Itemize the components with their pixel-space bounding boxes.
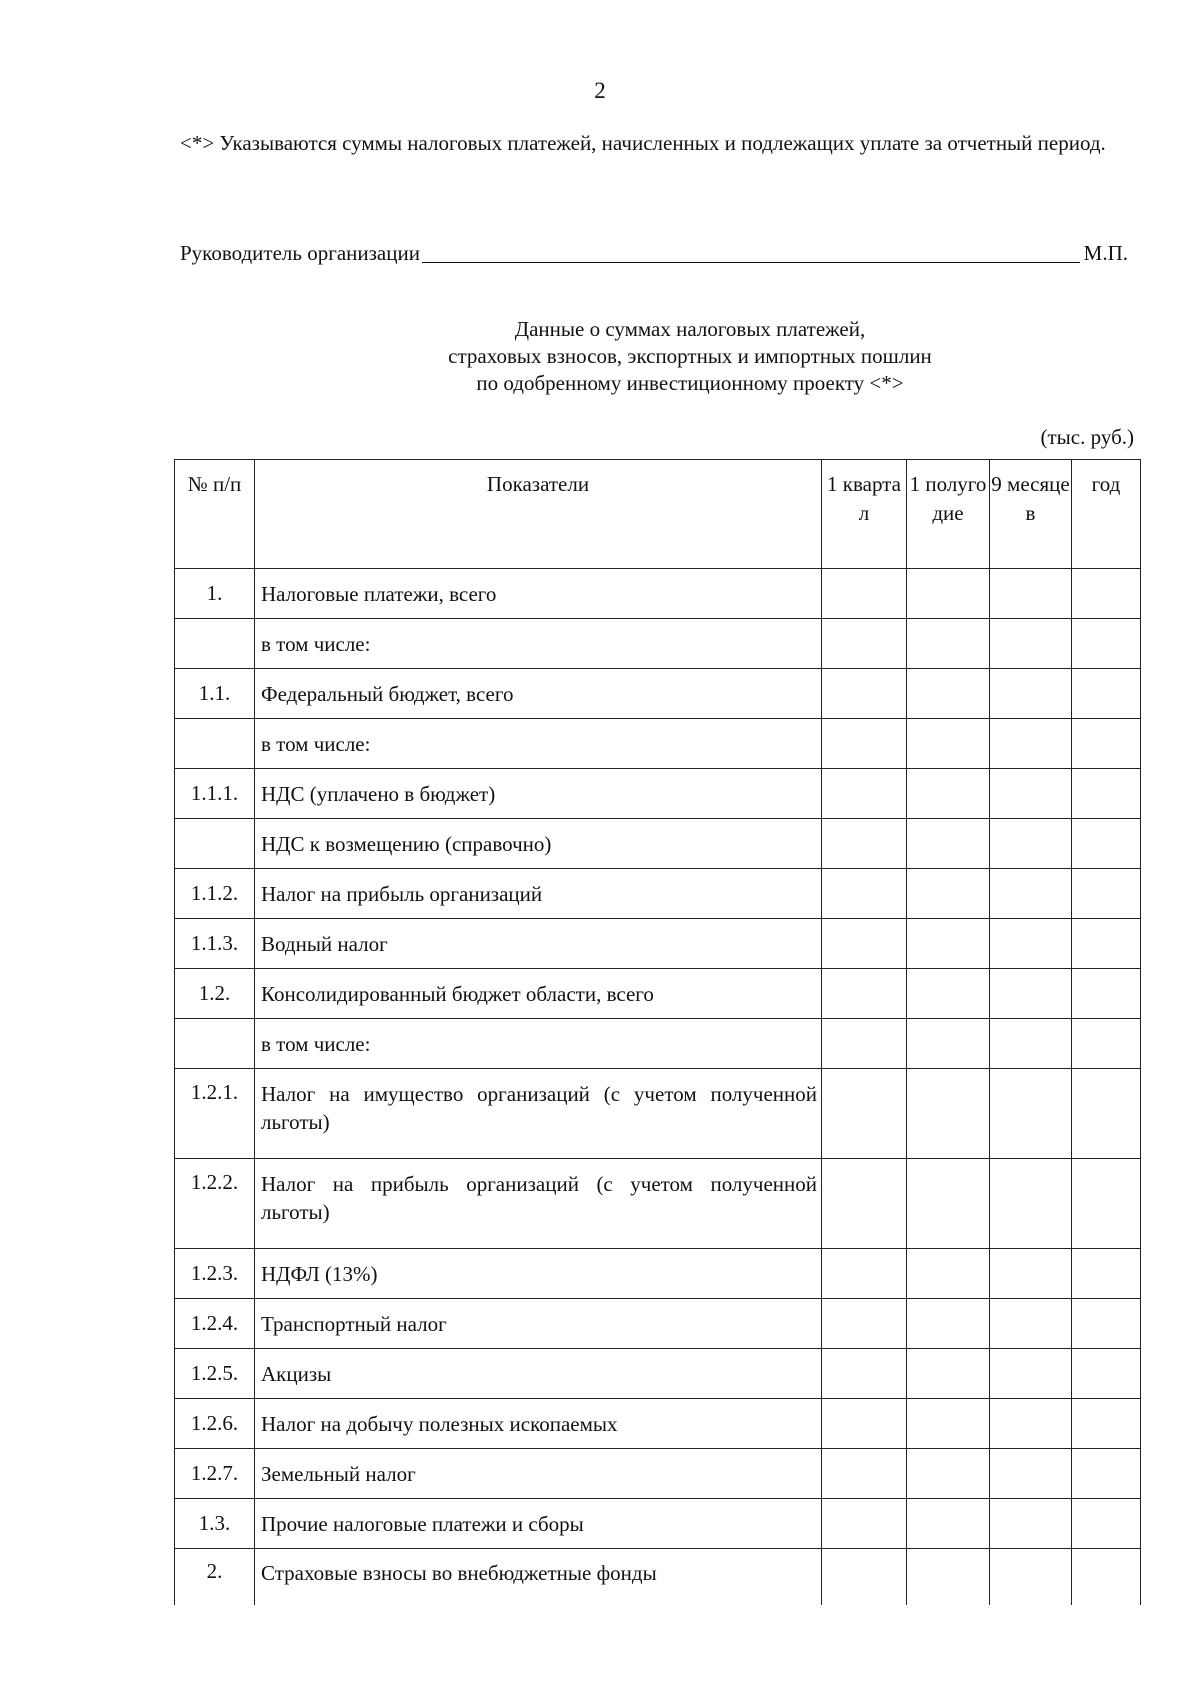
value-cell-nine-months[interactable] — [990, 669, 1072, 719]
value-cell-quarter[interactable] — [822, 969, 907, 1019]
row-number: 1.2.6. — [175, 1399, 255, 1449]
value-cell-half-year[interactable] — [907, 919, 990, 969]
value-cell-quarter[interactable] — [822, 1249, 907, 1299]
value-cell-nine-months[interactable] — [990, 719, 1072, 769]
title-line-2: страховых взносов, экспортных и импортных пошлин — [448, 344, 932, 368]
value-cell-half-year[interactable] — [907, 1249, 990, 1299]
header-nine-months: 9 месяце в — [990, 460, 1072, 569]
row-number: 1.2. — [175, 969, 255, 1019]
page-number: 2 — [594, 78, 606, 103]
row-number: 1.3. — [175, 1499, 255, 1549]
row-number: 1.2.1. — [175, 1069, 255, 1159]
row-indicator: Консолидированный бюджет области, всего — [255, 969, 822, 1019]
value-cell-year[interactable] — [1072, 919, 1141, 969]
value-cell-nine-months[interactable] — [990, 919, 1072, 969]
row-indicator: Земельный налог — [255, 1449, 822, 1499]
table-row — [175, 1069, 1141, 1159]
value-cell-quarter[interactable] — [822, 1069, 907, 1159]
table-row — [175, 669, 1141, 719]
value-cell-quarter[interactable] — [822, 569, 907, 619]
value-cell-nine-months[interactable] — [990, 1159, 1072, 1249]
value-cell-year[interactable] — [1072, 819, 1141, 869]
row-number — [175, 819, 255, 869]
value-cell-quarter[interactable] — [822, 769, 907, 819]
value-cell-quarter[interactable] — [822, 1499, 907, 1549]
value-cell-nine-months[interactable] — [990, 1249, 1072, 1299]
value-cell-half-year[interactable] — [907, 1019, 990, 1069]
table-row — [175, 1449, 1141, 1499]
value-cell-nine-months[interactable] — [990, 969, 1072, 1019]
title-line-3: по одобренному инвестиционному проекту <*> — [476, 371, 904, 395]
value-cell-half-year[interactable] — [907, 1159, 990, 1249]
table-row — [175, 569, 1141, 619]
value-cell-half-year[interactable] — [907, 1299, 990, 1349]
header-quarter: 1 кварта л — [822, 460, 907, 569]
signature-label: Руководитель организации — [180, 241, 420, 265]
stamp-label: М.П. — [1083, 241, 1128, 265]
row-indicator: Налог на имущество организаций (с учетом полученной льготы) — [255, 1069, 822, 1159]
row-indicator: Налог на прибыль организаций (с учетом полученной льготы) — [255, 1159, 822, 1249]
value-cell-half-year[interactable] — [907, 1399, 990, 1449]
value-cell-year[interactable] — [1072, 969, 1141, 1019]
table-row — [175, 869, 1141, 919]
table-row — [175, 819, 1141, 869]
value-cell-half-year[interactable] — [907, 1349, 990, 1399]
row-indicator: НДС к возмещению (справочно) — [255, 819, 822, 869]
value-cell-quarter[interactable] — [822, 1549, 907, 1606]
row-indicator: Прочие налоговые платежи и сборы — [255, 1499, 822, 1549]
units-label: (тыс. руб.) — [1040, 425, 1134, 449]
row-indicator: Федеральный бюджет, всего — [255, 669, 822, 719]
header-half-year: 1 полуго дие — [907, 460, 990, 569]
value-cell-year[interactable] — [1072, 719, 1141, 769]
value-cell-quarter[interactable] — [822, 869, 907, 919]
value-cell-quarter[interactable] — [822, 1449, 907, 1499]
row-number: 1.2.7. — [175, 1449, 255, 1499]
table-row — [175, 919, 1141, 969]
row-indicator: Страховые взносы во внебюджетные фонды — [255, 1549, 822, 1606]
row-indicator: в том числе: — [255, 619, 822, 669]
value-cell-half-year[interactable] — [907, 619, 990, 669]
signature-line — [180, 236, 1128, 266]
table-row — [175, 1019, 1141, 1069]
value-cell-quarter[interactable] — [822, 1159, 907, 1249]
value-cell-half-year[interactable] — [907, 569, 990, 619]
row-number: 1.2.3. — [175, 1249, 255, 1299]
table-header-row — [175, 460, 1141, 569]
signature-blank[interactable] — [422, 240, 1080, 263]
value-cell-nine-months[interactable] — [990, 819, 1072, 869]
row-number — [175, 619, 255, 669]
document-title — [300, 316, 1080, 397]
value-cell-half-year[interactable] — [907, 669, 990, 719]
row-number: 2. — [175, 1549, 255, 1606]
value-cell-quarter[interactable] — [822, 819, 907, 869]
value-cell-year[interactable] — [1072, 869, 1141, 919]
value-cell-nine-months[interactable] — [990, 1349, 1072, 1399]
row-number: 1.2.4. — [175, 1299, 255, 1349]
value-cell-half-year[interactable] — [907, 769, 990, 819]
table-row — [175, 1249, 1141, 1299]
value-cell-quarter[interactable] — [822, 1019, 907, 1069]
row-indicator: НДС (уплачено в бюджет) — [255, 769, 822, 819]
table-row — [175, 969, 1141, 1019]
tax-payments-table — [174, 459, 1141, 1605]
value-cell-year[interactable] — [1072, 1019, 1141, 1069]
header-year: год — [1072, 460, 1141, 569]
row-number: 1.1. — [175, 669, 255, 719]
row-indicator: НДФЛ (13%) — [255, 1249, 822, 1299]
row-indicator: в том числе: — [255, 1019, 822, 1069]
value-cell-nine-months[interactable] — [990, 1069, 1072, 1159]
value-cell-nine-months[interactable] — [990, 869, 1072, 919]
value-cell-year[interactable] — [1072, 619, 1141, 669]
value-cell-nine-months[interactable] — [990, 1449, 1072, 1499]
value-cell-half-year[interactable] — [907, 819, 990, 869]
value-cell-year[interactable] — [1072, 669, 1141, 719]
value-cell-quarter[interactable] — [822, 919, 907, 969]
table-body — [175, 569, 1141, 1606]
value-cell-year[interactable] — [1072, 1549, 1141, 1606]
value-cell-half-year[interactable] — [907, 869, 990, 919]
value-cell-year[interactable] — [1072, 1399, 1141, 1449]
table-row — [175, 619, 1141, 669]
value-cell-half-year[interactable] — [907, 1449, 990, 1499]
value-cell-nine-months[interactable] — [990, 1299, 1072, 1349]
footnote-text: <*> Указываются суммы налоговых платежей, начисленных и подлежащих уплате за отчетный период. — [180, 131, 1106, 155]
value-cell-nine-months[interactable] — [990, 569, 1072, 619]
row-indicator: Налоговые платежи, всего — [255, 569, 822, 619]
table-row — [175, 1499, 1141, 1549]
value-cell-nine-months[interactable] — [990, 769, 1072, 819]
table-row — [175, 1549, 1141, 1606]
row-number: 1.1.2. — [175, 869, 255, 919]
row-number: 1. — [175, 569, 255, 619]
row-number — [175, 1019, 255, 1069]
value-cell-year[interactable] — [1072, 1349, 1141, 1399]
value-cell-year[interactable] — [1072, 569, 1141, 619]
table-row — [175, 1299, 1141, 1349]
value-cell-quarter[interactable] — [822, 719, 907, 769]
table-row — [175, 1399, 1141, 1449]
row-indicator: Налог на прибыль организаций — [255, 869, 822, 919]
value-cell-half-year[interactable] — [907, 1549, 990, 1606]
value-cell-year[interactable] — [1072, 1499, 1141, 1549]
value-cell-quarter[interactable] — [822, 1349, 907, 1399]
row-indicator: Акцизы — [255, 1349, 822, 1399]
table-row — [175, 719, 1141, 769]
table-row — [175, 769, 1141, 819]
row-number: 1.1.1. — [175, 769, 255, 819]
value-cell-quarter[interactable] — [822, 669, 907, 719]
row-indicator: Водный налог — [255, 919, 822, 969]
row-number: 1.2.5. — [175, 1349, 255, 1399]
value-cell-year[interactable] — [1072, 1069, 1141, 1159]
header-num: № п/п — [175, 460, 255, 569]
value-cell-nine-months[interactable] — [990, 1399, 1072, 1449]
value-cell-year[interactable] — [1072, 1299, 1141, 1349]
value-cell-half-year[interactable] — [907, 719, 990, 769]
value-cell-half-year[interactable] — [907, 969, 990, 1019]
title-line-1: Данные о суммах налоговых платежей, — [514, 317, 866, 341]
row-indicator: Транспортный налог — [255, 1299, 822, 1349]
value-cell-nine-months[interactable] — [990, 1499, 1072, 1549]
row-number: 1.1.3. — [175, 919, 255, 969]
value-cell-half-year[interactable] — [907, 1069, 990, 1159]
row-indicator: в том числе: — [255, 719, 822, 769]
value-cell-nine-months[interactable] — [990, 1019, 1072, 1069]
value-cell-year[interactable] — [1072, 769, 1141, 819]
row-number: 1.2.2. — [175, 1159, 255, 1249]
value-cell-quarter[interactable] — [822, 619, 907, 669]
row-indicator: Налог на добычу полезных ископаемых — [255, 1399, 822, 1449]
value-cell-quarter[interactable] — [822, 1399, 907, 1449]
table-row — [175, 1159, 1141, 1249]
value-cell-quarter[interactable] — [822, 1299, 907, 1349]
table-row — [175, 1349, 1141, 1399]
value-cell-year[interactable] — [1072, 1249, 1141, 1299]
value-cell-year[interactable] — [1072, 1449, 1141, 1499]
value-cell-half-year[interactable] — [907, 1499, 990, 1549]
value-cell-nine-months[interactable] — [990, 619, 1072, 669]
row-number — [175, 719, 255, 769]
value-cell-nine-months[interactable] — [990, 1549, 1072, 1606]
value-cell-year[interactable] — [1072, 1159, 1141, 1249]
header-indicators: Показатели — [255, 460, 822, 569]
